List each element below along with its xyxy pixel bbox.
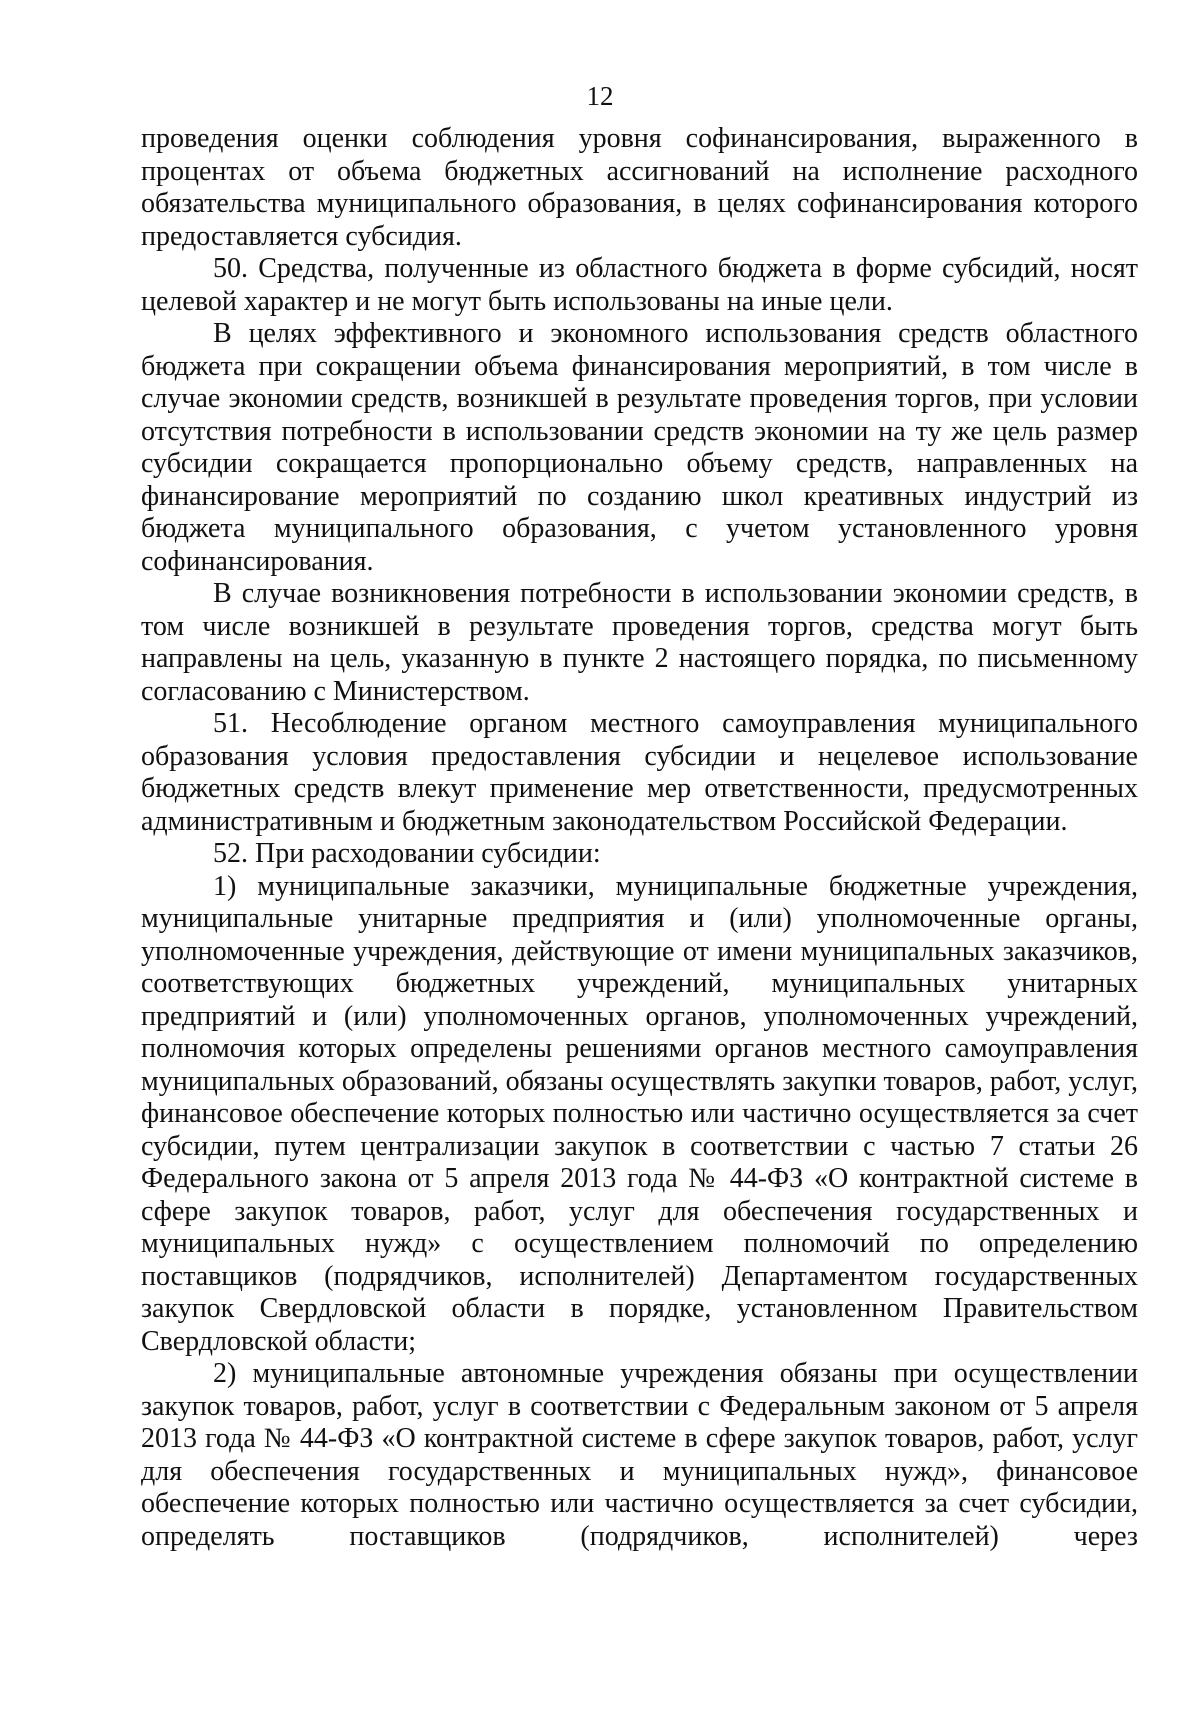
paragraph-item-50: 50. Средства, полученные из областного бюджета в форме субсидий, носят целевой характер и не могут быть использованы на иные цели.	[141, 253, 1138, 317]
paragraph-subsidy-reduction: В целях эффективного и экономного использования средств областного бюджета при сокращении объема финансирования мероприятий, в том числе в случае экономии средств, возникшей в результате проведения торгов, при условии отсутствия потребности в использовании средств экономии на ту же цель размер субсидии сокращается пропорционально объему средств, направленных на финансирование мероприятий по созданию школ креативных индустрий из бюджета муниципального образования, с учетом установленного уровня софинансирования.	[141, 318, 1138, 577]
paragraph-savings-use: В случае возникновения потребности в использовании экономии средств, в том числе возникшей в результате проведения торгов, средства могут быть направлены на цель, указанную в пункте 2 настоящего порядка, по письменному согласованию с Министерством.	[141, 578, 1138, 707]
paragraph-item-51: 51. Несоблюдение органом местного самоуправления муниципального образования условия предоставления субсидии и нецелевое использование бюджетных средств влекут применение мер ответственности, предусмотренных административным и бюджетным законодательством Российской Федерации.	[141, 708, 1138, 837]
paragraph-item-52-2: 2) муниципальные автономные учреждения обязаны при осуществлении закупок товаров, работ, услуг в соответствии с Федеральным законом от 5 апреля 2013 года № 44-ФЗ «О контрактной системе в сфере закупок товаров, работ, услуг для обеспечения государственных и муниципальных нужд», финансовое обеспечение которых полностью или частично осуществляется за счет субсидии, определять поставщиков (подрядчиков, исполнителей) через	[141, 1358, 1138, 1552]
document-body	[141, 123, 1138, 1553]
page-number: 12	[586, 81, 614, 111]
paragraph-subsidy-cofinancing-end: проведения оценки соблюдения уровня софинансирования, выраженного в процентах от объема бюджетных ассигнований на исполнение расходного обязательства муниципального образования, в целях софинансирования которого предоставляется субсидия.	[141, 123, 1138, 252]
paragraph-item-52-1: 1) муниципальные заказчики, муниципальные бюджетные учреждения, муниципальные унитарные предприятия и (или) уполномоченные органы, уполномоченные учреждения, действующие от имени муниципальных заказчиков, соответствующих бюджетных учреждений, муниципальных унитарных предприятий и (или) уполномоченных органов, уполномоченных учреждений, полномочия которых определены решениями органов местного самоуправления муниципальных образований, обязаны осуществлять закупки товаров, работ, услуг, финансовое обеспечение которых полностью или частично осуществляется за счет субсидии, путем централизации закупок в соответствии с частью 7 статьи 26 Федерального закона от 5 апреля 2013 года № 44-ФЗ «О контрактной системе в сфере закупок товаров, работ, услуг для обеспечения государственных и муниципальных нужд» с осуществлением полномочий по определению поставщиков (подрядчиков, исполнителей) Департаментом государственных закупок Свердловской области в порядке, установленном Правительством Свердловской области;	[141, 870, 1138, 1357]
paragraph-item-52: 52. При расходовании субсидии:	[213, 838, 601, 869]
